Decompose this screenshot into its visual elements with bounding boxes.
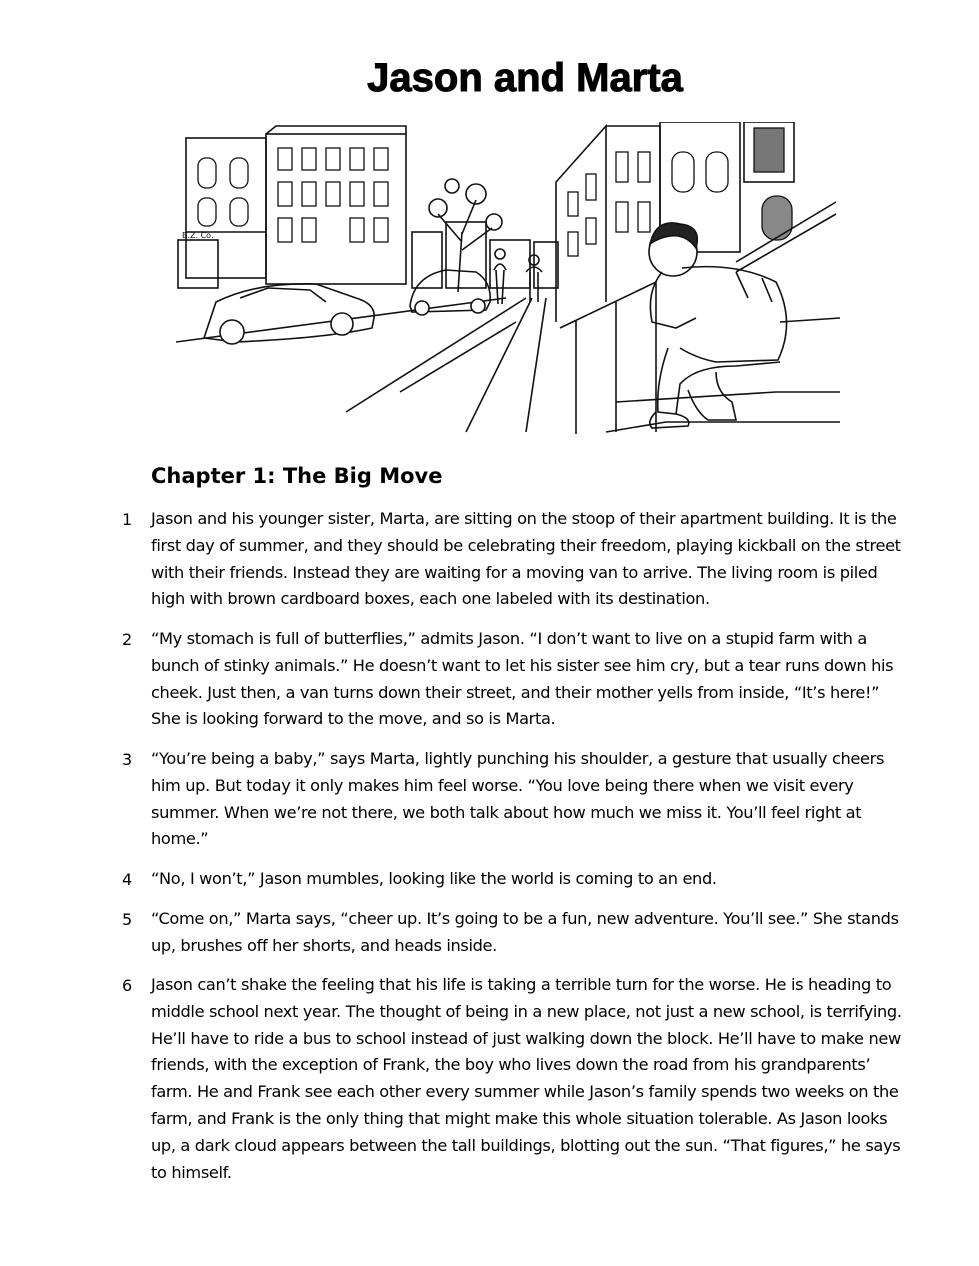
paragraph-text: “My stomach is full of butterflies,” admits Jason. “I don’t want to live on a stupid farm with a bunch of stinky animals.” He doesn’t want to let his sister see him cry, but a tear runs down his cheek. Just then, a van turns down their street, and their mother yells from inside, “It’s here!” She is looking forward to the move, and so is Marta. <box>151 629 894 729</box>
paragraph-number: 2 <box>122 630 133 649</box>
paragraph-text: Jason and his younger sister, Marta, are sitting on the stoop of their apartment building. It is the first day of summer, and they should be celebrating their freedom, playing kickball on the street with their friends. Instead they are waiting for a moving van to arrive. The living room is piled high with brown cardboard boxes, each one labeled with its destination. <box>151 509 901 609</box>
document-title: Jason and Marta <box>367 56 683 100</box>
storefront-sign: B.Z. Co. <box>182 231 214 240</box>
paragraph-number: 6 <box>122 976 133 995</box>
city-street-illustration-icon <box>176 122 840 436</box>
paragraph-number: 5 <box>122 910 133 929</box>
paragraph-number: 4 <box>122 870 133 889</box>
paragraph-text: “You’re being a baby,” says Marta, lightly punching his shoulder, a gesture that usually cheers him up. But today it only makes him feel worse. “You love being there when we visit every summer. When we’re not there, we both talk about how much we miss it. You’ll feel right at home.” <box>151 749 885 849</box>
paragraph-text: “Come on,” Marta says, “cheer up. It’s going to be a fun, new adventure. You’ll see.” She stands up, brushes off her shorts, and heads inside. <box>151 909 899 955</box>
paragraph-text: “No, I won’t,” Jason mumbles, looking like the world is coming to an end. <box>151 869 717 888</box>
paragraph-number: 1 <box>122 510 133 529</box>
paragraph-text: Jason can’t shake the feeling that his life is taking a terrible turn for the worse. He is heading to middle school next year. The thought of being in a new place, not just a new school, is terrifying. He’ll have to ride a bus to school instead of just walking down the block. He’ll have to make new friends, with the exception of Frank, the boy who lives down the road from his grandparents’ farm. He and Frank see each other every summer while Jason’s family spends two weeks on the farm, and Frank is the only thing that might make this whole situation tolerable. As Jason looks up, a dark cloud appears between the tall buildings, blotting out the sun. “That figures,” he says to himself. <box>151 975 902 1182</box>
paragraph-number: 3 <box>122 750 133 769</box>
chapter-heading: Chapter 1: The Big Move <box>151 464 443 488</box>
